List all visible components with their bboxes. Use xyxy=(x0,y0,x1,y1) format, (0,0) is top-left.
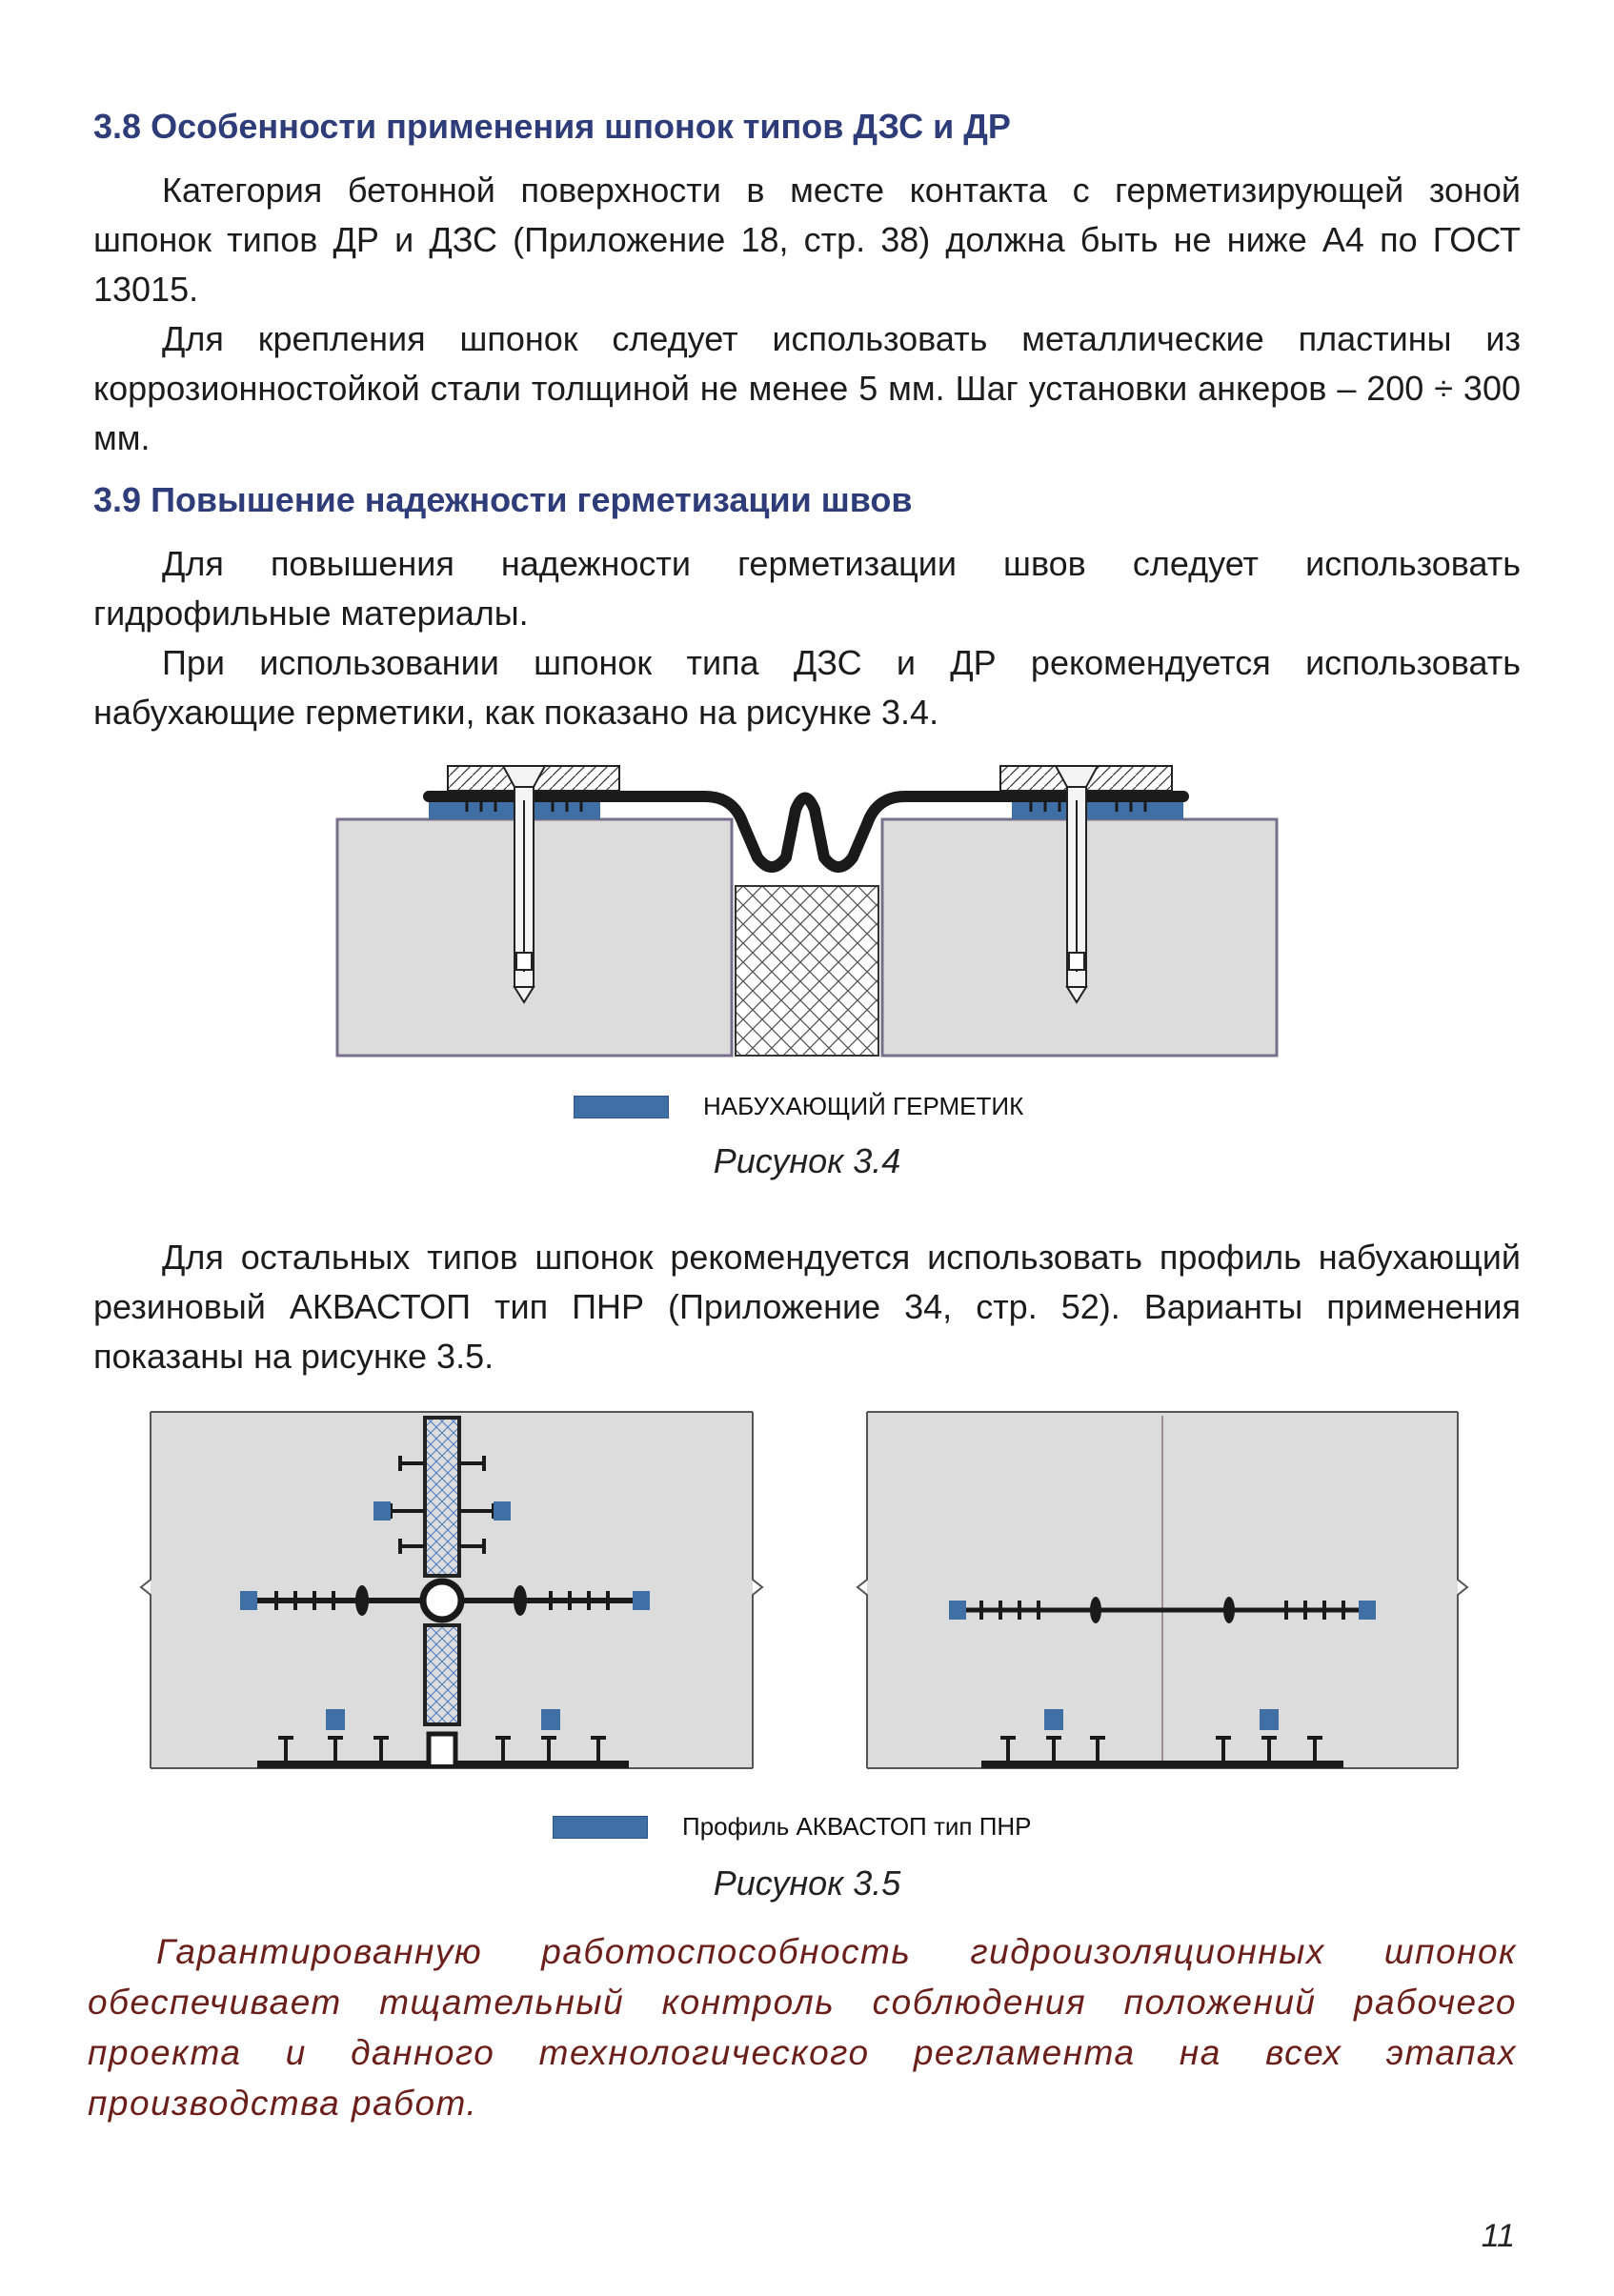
paragraph-aquastop-profile: Для остальных типов шпонок рекомендуется использовать профиль набухающий резиновый АКВАСТОП тип ПНР (Приложение 34, стр. 52). Варианты применения показаны на рисунке 3.5. xyxy=(93,1238,1521,1376)
aquastop-profile-bottom-left xyxy=(1044,1709,1063,1730)
figure-3-5-caption: Рисунок 3.5 xyxy=(713,1863,901,1903)
paragraph-fastening: Для крепления шпонок следует использовать металлические пластины из коррозионностойкой стали толщиной не менее 5 мм. Шаг установки анкеров – 200 ÷ 300 мм. xyxy=(93,319,1521,457)
paragraph-hydrophilic: Для повышения надежности герметизации швов следует использовать гидрофильные материалы. xyxy=(93,544,1521,633)
aquastop-profile-left xyxy=(949,1601,966,1620)
joint-filler-upper xyxy=(425,1418,459,1576)
aquastop-profile-left xyxy=(240,1591,257,1610)
figure-3-5-right-drawing xyxy=(838,1399,1486,1780)
sealant-swatch xyxy=(574,1096,669,1118)
figure-3-5-legend xyxy=(553,1812,1032,1842)
guarantee-note: Гарантированную работоспособность гидроизоляционных шпонок обеспечивает тщательный контроль соблюдения положений рабочего проекта и данного технологического регламента на всех этапах производства работ. xyxy=(88,1932,1517,2123)
aquastop-profile-upper-left xyxy=(373,1501,391,1521)
aquastop-profile-upper-right xyxy=(494,1501,511,1521)
aquastop-profile-right xyxy=(1359,1601,1376,1620)
section-number: 3.8 xyxy=(93,107,142,146)
aquastop-profile-bottom-right xyxy=(1260,1709,1279,1730)
aquastop-profile-bottom-right xyxy=(541,1709,560,1730)
legend-label: НАБУХАЮЩИЙ ГЕРМЕТИК xyxy=(703,1092,1024,1120)
figure-3-4-caption: Рисунок 3.4 xyxy=(713,1141,901,1180)
aquastop-profile-bottom-left xyxy=(326,1709,345,1730)
section-heading-3-9 xyxy=(93,480,913,520)
joint-filler-lower xyxy=(425,1625,459,1724)
figure-3-4-drawing xyxy=(324,753,1286,1067)
joint-filler xyxy=(736,886,878,1056)
legend-label: Профиль АКВАСТОП тип ПНР xyxy=(682,1812,1032,1841)
figure-3-4-legend xyxy=(574,1092,1023,1121)
paragraph-swelling-sealants: При использовании шпонок типа ДЗС и ДР рекомендуется использовать набухающие герметики, как показано на рисунке 3.4. xyxy=(93,643,1521,732)
aquastop-profile-right xyxy=(633,1591,650,1610)
page-number: 11 xyxy=(1481,2218,1515,2254)
section-number: 3.9 xyxy=(93,480,142,519)
section-heading-3-8 xyxy=(93,107,1011,147)
figure-3-5-left-drawing xyxy=(133,1399,772,1780)
section-title: Повышение надежности герметизации швов xyxy=(151,480,913,519)
waterstop-bulb xyxy=(423,1581,461,1620)
section-title: Особенности применения шпонок типов ДЗС и ДР xyxy=(151,107,1011,146)
paragraph-concrete-category: Категория бетонной поверхности в месте контакта с герметизирующей зоной шпонок типов ДР и ДЗС (Приложение 18, стр. 38) должна быть не ниже А4 по ГОСТ 13015. xyxy=(93,171,1521,309)
aquastop-swatch xyxy=(553,1816,648,1839)
